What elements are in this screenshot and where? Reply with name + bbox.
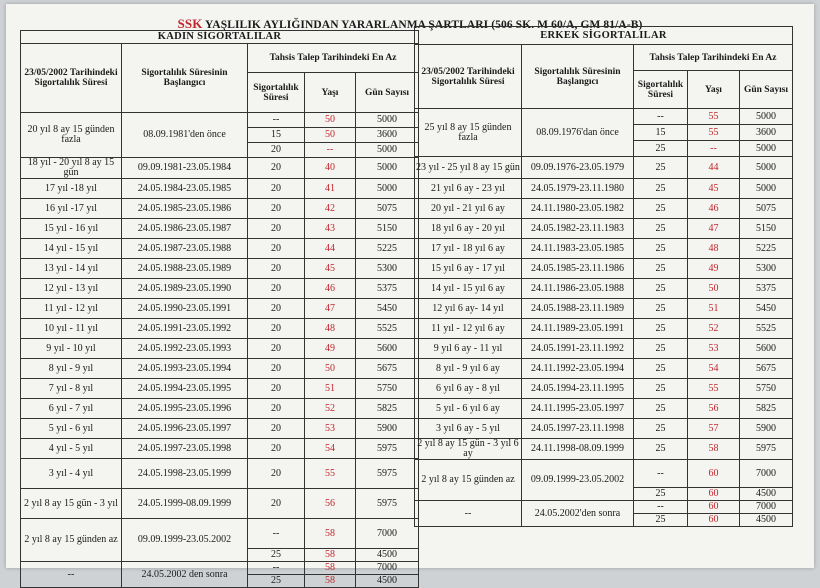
women-sub-duration: Sigortalılık Süresi [248,73,305,113]
women-group-label: KADIN SİGORTALILAR [21,31,419,44]
days-cell: 5750 [740,379,793,399]
duration-cell: 3 yıl - 4 yıl [21,459,122,489]
days-cell: 4500 [740,488,793,501]
age-cell: 46 [305,279,356,299]
days-cell: 5075 [740,199,793,219]
duration-cell: 17 yıl - 18 yıl 6 ay [415,239,522,259]
start-date-cell: 24.05.1996-23.05.1997 [122,419,248,439]
table-row [21,419,419,439]
age-cell: 58 [305,575,356,588]
days-cell: 7000 [356,562,419,575]
table-row [21,439,419,459]
age-cell: 53 [688,339,740,359]
duration-cell: 25 yıl 8 ay 15 günden fazla [415,109,522,157]
age-cell: 50 [305,128,356,143]
days-cell: 5375 [356,279,419,299]
women-table-body [21,113,419,588]
age-cell: 51 [305,379,356,399]
age-cell: 60 [688,514,740,527]
table-row [21,299,419,319]
duration-cell: 18 yıl 6 ay - 20 yıl [415,219,522,239]
table-row [21,399,419,419]
age-cell: 60 [688,501,740,514]
days-cell: 5825 [356,399,419,419]
required-duration-cell: 25 [634,279,688,299]
start-date-cell: 24.11.1992-23.05.1994 [522,359,634,379]
days-cell: 5075 [356,199,419,219]
age-cell: 49 [688,259,740,279]
duration-cell: 4 yıl - 5 yıl [21,439,122,459]
start-date-cell: 09.09.1981-23.05.1984 [122,158,248,179]
table-row [415,199,793,219]
age-cell: 51 [688,299,740,319]
required-duration-cell: -- [634,460,688,488]
women-col-group: Tahsis Talep Tarihindeki En Az [248,44,419,73]
start-date-cell: 24.11.1998-08.09.1999 [522,439,634,460]
duration-cell: 16 yıl -17 yıl [21,199,122,219]
required-duration-cell: 20 [248,359,305,379]
duration-cell: -- [415,501,522,527]
duration-cell: 20 yıl 8 ay 15 günden fazla [21,113,122,158]
required-duration-cell: 25 [248,575,305,588]
duration-cell: 17 yıl -18 yıl [21,179,122,199]
age-cell: 53 [305,419,356,439]
age-cell: 42 [305,199,356,219]
duration-cell: 18 yıl - 20 yıl 8 ay 15 gün [21,158,122,179]
men-col-duration: 23/05/2002 Tarihindeki Sigortalılık Süresi [415,45,522,109]
days-cell: 7000 [356,519,419,549]
duration-cell: 2 yıl 8 ay 15 gün - 3 yıl [21,489,122,519]
days-cell: 3600 [356,128,419,143]
days-cell: 4500 [356,575,419,588]
start-date-cell: 24.05.1992-23.05.1993 [122,339,248,359]
age-cell: 56 [305,489,356,519]
required-duration-cell: -- [248,562,305,575]
age-cell: 54 [305,439,356,459]
start-date-cell: 24.05.1984-23.05.1985 [122,179,248,199]
men-table [414,26,793,527]
table-row [21,489,419,519]
required-duration-cell: 20 [248,459,305,489]
days-cell: 5225 [356,239,419,259]
men-col-group: Tahsis Talep Tarihindeki En Az [634,45,793,71]
required-duration-cell: 25 [634,399,688,419]
days-cell: 5750 [356,379,419,399]
table-row [415,419,793,439]
table-row [415,319,793,339]
duration-cell: 7 yıl - 8 yıl [21,379,122,399]
days-cell: 5000 [740,157,793,179]
table-row [21,319,419,339]
start-date-cell: 24.11.1995-23.05.1997 [522,399,634,419]
required-duration-cell: -- [248,519,305,549]
table-row [21,379,419,399]
required-duration-cell: 15 [634,125,688,141]
required-duration-cell: -- [634,501,688,514]
age-cell: -- [688,141,740,157]
age-cell: 55 [688,109,740,125]
required-duration-cell: 20 [248,399,305,419]
age-cell: 41 [305,179,356,199]
age-cell: 40 [305,158,356,179]
men-group-label: ERKEK SİGORTALILAR [415,27,793,45]
age-cell: 48 [305,319,356,339]
table-row [21,158,419,179]
start-date-cell: 24.05.1993-23.05.1994 [122,359,248,379]
table-row [21,179,419,199]
table-row [415,399,793,419]
required-duration-cell: 20 [248,439,305,459]
age-cell: 47 [688,219,740,239]
required-duration-cell: 25 [634,379,688,399]
duration-cell: 3 yıl 6 ay - 5 yıl [415,419,522,439]
required-duration-cell: 20 [248,299,305,319]
start-date-cell: 09.09.1999-23.05.2002 [122,519,248,562]
table-row [21,459,419,489]
title-brand: SSK [177,16,203,31]
required-duration-cell: 20 [248,319,305,339]
start-date-cell: 24.05.1994-23.11.1995 [522,379,634,399]
duration-cell: 12 yıl - 13 yıl [21,279,122,299]
start-date-cell: 24.05.1985-23.05.1986 [122,199,248,219]
required-duration-cell: 20 [248,379,305,399]
age-cell: 58 [688,439,740,460]
duration-cell: 15 yıl 6 ay - 17 yıl [415,259,522,279]
table-row [415,157,793,179]
days-cell: 7000 [740,460,793,488]
women-sub-age: Yaşı [305,73,356,113]
days-cell: 5300 [356,259,419,279]
age-cell: 45 [688,179,740,199]
required-duration-cell: 20 [248,239,305,259]
start-date-cell: 24.05.1998-23.05.1999 [122,459,248,489]
required-duration-cell: 15 [248,128,305,143]
duration-cell: 5 yıl - 6 yıl 6 ay [415,399,522,419]
age-cell: 44 [688,157,740,179]
required-duration-cell: 25 [634,179,688,199]
days-cell: 5000 [740,179,793,199]
days-cell: 5600 [356,339,419,359]
start-date-cell: 24.05.1990-23.05.1991 [122,299,248,319]
required-duration-cell: 25 [248,549,305,562]
table-row [21,113,419,128]
start-date-cell: 24.05.1982-23.11.1983 [522,219,634,239]
required-duration-cell: 25 [634,339,688,359]
days-cell: 4500 [356,549,419,562]
duration-cell: 14 yıl - 15 yıl [21,239,122,259]
required-duration-cell: -- [634,109,688,125]
age-cell: 58 [305,549,356,562]
age-cell: 58 [305,519,356,549]
age-cell: 52 [688,319,740,339]
start-date-cell: 24.05.2002'den sonra [522,501,634,527]
required-duration-cell: 20 [248,219,305,239]
men-sub-duration: Sigortalılık Süresi [634,71,688,109]
table-row [415,339,793,359]
days-cell: 4500 [740,514,793,527]
duration-cell: 23 yıl - 25 yıl 8 ay 15 gün [415,157,522,179]
duration-cell: 11 yıl - 12 yıl 6 ay [415,319,522,339]
start-date-cell: 24.05.1985-23.11.1986 [522,259,634,279]
required-duration-cell: 25 [634,157,688,179]
men-col-start: Sigortalılık Süresinin Başlangıcı [522,45,634,109]
required-duration-cell: 25 [634,359,688,379]
age-cell: 50 [688,279,740,299]
required-duration-cell: 20 [248,419,305,439]
age-cell: 43 [305,219,356,239]
days-cell: 5975 [356,459,419,489]
days-cell: 5000 [740,141,793,157]
start-date-cell: 24.05.2002 den sonra [122,562,248,588]
age-cell: 60 [688,460,740,488]
required-duration-cell: 20 [248,199,305,219]
men-sub-days: Gün Sayısı [740,71,793,109]
duration-cell: 2 yıl 8 ay 15 gün - 3 yıl 6 ay [415,439,522,460]
required-duration-cell: 25 [634,141,688,157]
duration-cell: 13 yıl - 14 yıl [21,259,122,279]
required-duration-cell: 25 [634,319,688,339]
days-cell: 5300 [740,259,793,279]
days-cell: 5675 [740,359,793,379]
required-duration-cell: 25 [634,199,688,219]
age-cell: 46 [688,199,740,219]
days-cell: 5450 [356,299,419,319]
table-row [21,359,419,379]
required-duration-cell: 25 [634,514,688,527]
required-duration-cell: 20 [248,179,305,199]
days-cell: 7000 [740,501,793,514]
required-duration-cell: 25 [634,299,688,319]
table-row [415,239,793,259]
age-cell: 55 [688,125,740,141]
age-cell: 48 [688,239,740,259]
duration-cell: 14 yıl - 15 yıl 6 ay [415,279,522,299]
start-date-cell: 24.05.1995-23.05.1996 [122,399,248,419]
days-cell: 5600 [740,339,793,359]
required-duration-cell: 20 [248,279,305,299]
duration-cell: 10 yıl - 11 yıl [21,319,122,339]
age-cell: 57 [688,419,740,439]
days-cell: 5900 [740,419,793,439]
start-date-cell: 24.05.1991-23.05.1992 [122,319,248,339]
days-cell: 5675 [356,359,419,379]
table-row [415,219,793,239]
start-date-cell: 09.09.1999-23.05.2002 [522,460,634,501]
start-date-cell: 24.05.1997-23.11.1998 [522,419,634,439]
age-cell: 44 [305,239,356,259]
start-date-cell: 24.05.1986-23.05.1987 [122,219,248,239]
men-sub-age: Yaşı [688,71,740,109]
age-cell: 50 [305,113,356,128]
table-row [415,501,793,514]
duration-cell: 6 yıl 6 ay - 8 yıl [415,379,522,399]
duration-cell: 11 yıl - 12 yıl [21,299,122,319]
start-date-cell: 24.05.1988-23.05.1989 [122,259,248,279]
days-cell: 5225 [740,239,793,259]
start-date-cell: 24.11.1989-23.05.1991 [522,319,634,339]
days-cell: 5450 [740,299,793,319]
duration-cell: 5 yıl - 6 yıl [21,419,122,439]
start-date-cell: 24.05.1997-23.05.1998 [122,439,248,459]
duration-cell: 9 yıl - 10 yıl [21,339,122,359]
age-cell: 55 [688,379,740,399]
days-cell: 5000 [356,158,419,179]
table-row [21,199,419,219]
age-cell: 58 [305,562,356,575]
table-row [21,239,419,259]
required-duration-cell: -- [248,113,305,128]
start-date-cell: 24.11.1980-23.05.1982 [522,199,634,219]
table-row [21,279,419,299]
table-row [415,460,793,488]
age-cell: 56 [688,399,740,419]
duration-cell: 20 yıl - 21 yıl 6 ay [415,199,522,219]
table-row [415,259,793,279]
days-cell: 5000 [740,109,793,125]
table-row [415,179,793,199]
age-cell: -- [305,143,356,158]
days-cell: 5150 [740,219,793,239]
start-date-cell: 24.05.1987-23.05.1988 [122,239,248,259]
start-date-cell: 09.09.1976-23.05.1979 [522,157,634,179]
required-duration-cell: 20 [248,158,305,179]
required-duration-cell: 25 [634,488,688,501]
start-date-cell: 08.09.1981'den önce [122,113,248,158]
start-date-cell: 24.05.1988-23.11.1989 [522,299,634,319]
women-sub-days: Gün Sayısı [356,73,419,113]
days-cell: 5975 [740,439,793,460]
duration-cell: 2 yıl 8 ay 15 günden az [21,519,122,562]
duration-cell: 9 yıl 6 ay - 11 yıl [415,339,522,359]
days-cell: 5000 [356,113,419,128]
duration-cell: 15 yıl - 16 yıl [21,219,122,239]
required-duration-cell: 25 [634,219,688,239]
duration-cell: 8 yıl - 9 yıl [21,359,122,379]
table-row [415,279,793,299]
table-row [415,109,793,125]
duration-cell: 21 yıl 6 ay - 23 yıl [415,179,522,199]
start-date-cell: 24.05.1979-23.11.1980 [522,179,634,199]
table-row [21,562,419,575]
table-row [21,519,419,549]
start-date-cell: 24.11.1986-23.05.1988 [522,279,634,299]
age-cell: 47 [305,299,356,319]
duration-cell: 6 yıl - 7 yıl [21,399,122,419]
days-cell: 5000 [356,143,419,158]
duration-cell: -- [21,562,122,588]
duration-cell: 12 yıl 6 ay- 14 yıl [415,299,522,319]
required-duration-cell: 25 [634,439,688,460]
required-duration-cell: 20 [248,489,305,519]
start-date-cell: 24.05.1999-08.09.1999 [122,489,248,519]
age-cell: 45 [305,259,356,279]
women-col-duration: 23/05/2002 Tarihindeki Sigortalılık Süresi [21,44,122,113]
age-cell: 49 [305,339,356,359]
days-cell: 3600 [740,125,793,141]
required-duration-cell: 25 [634,419,688,439]
days-cell: 5975 [356,439,419,459]
duration-cell: 2 yıl 8 ay 15 günden az [415,460,522,501]
days-cell: 5825 [740,399,793,419]
required-duration-cell: 20 [248,259,305,279]
table-row [21,219,419,239]
age-cell: 50 [305,359,356,379]
required-duration-cell: 20 [248,143,305,158]
required-duration-cell: 25 [634,259,688,279]
table-row [415,299,793,319]
age-cell: 60 [688,488,740,501]
duration-cell: 8 yıl - 9 yıl 6 ay [415,359,522,379]
table-row [415,379,793,399]
days-cell: 5975 [356,489,419,519]
women-table [20,30,419,588]
age-cell: 52 [305,399,356,419]
age-cell: 54 [688,359,740,379]
start-date-cell: 24.11.1983-23.05.1985 [522,239,634,259]
start-date-cell: 24.05.1991-23.11.1992 [522,339,634,359]
title-text: YAŞLILIK AYLIĞINDAN YARARLANMA ŞARTLARI (506 SK. M 60/A, GM 81/A-B) [202,19,643,31]
days-cell: 5525 [356,319,419,339]
men-table-body [415,109,793,527]
table-row [415,359,793,379]
days-cell: 5525 [740,319,793,339]
days-cell: 5000 [356,179,419,199]
table-row [21,259,419,279]
start-date-cell: 24.05.1994-23.05.1995 [122,379,248,399]
days-cell: 5900 [356,419,419,439]
days-cell: 5150 [356,219,419,239]
women-col-start: Sigortalılık Süresinin Başlangıcı [122,44,248,113]
required-duration-cell: 20 [248,339,305,359]
required-duration-cell: 25 [634,239,688,259]
table-row [21,339,419,359]
start-date-cell: 08.09.1976'dan önce [522,109,634,157]
start-date-cell: 24.05.1989-23.05.1990 [122,279,248,299]
age-cell: 55 [305,459,356,489]
table-row [415,439,793,460]
days-cell: 5375 [740,279,793,299]
